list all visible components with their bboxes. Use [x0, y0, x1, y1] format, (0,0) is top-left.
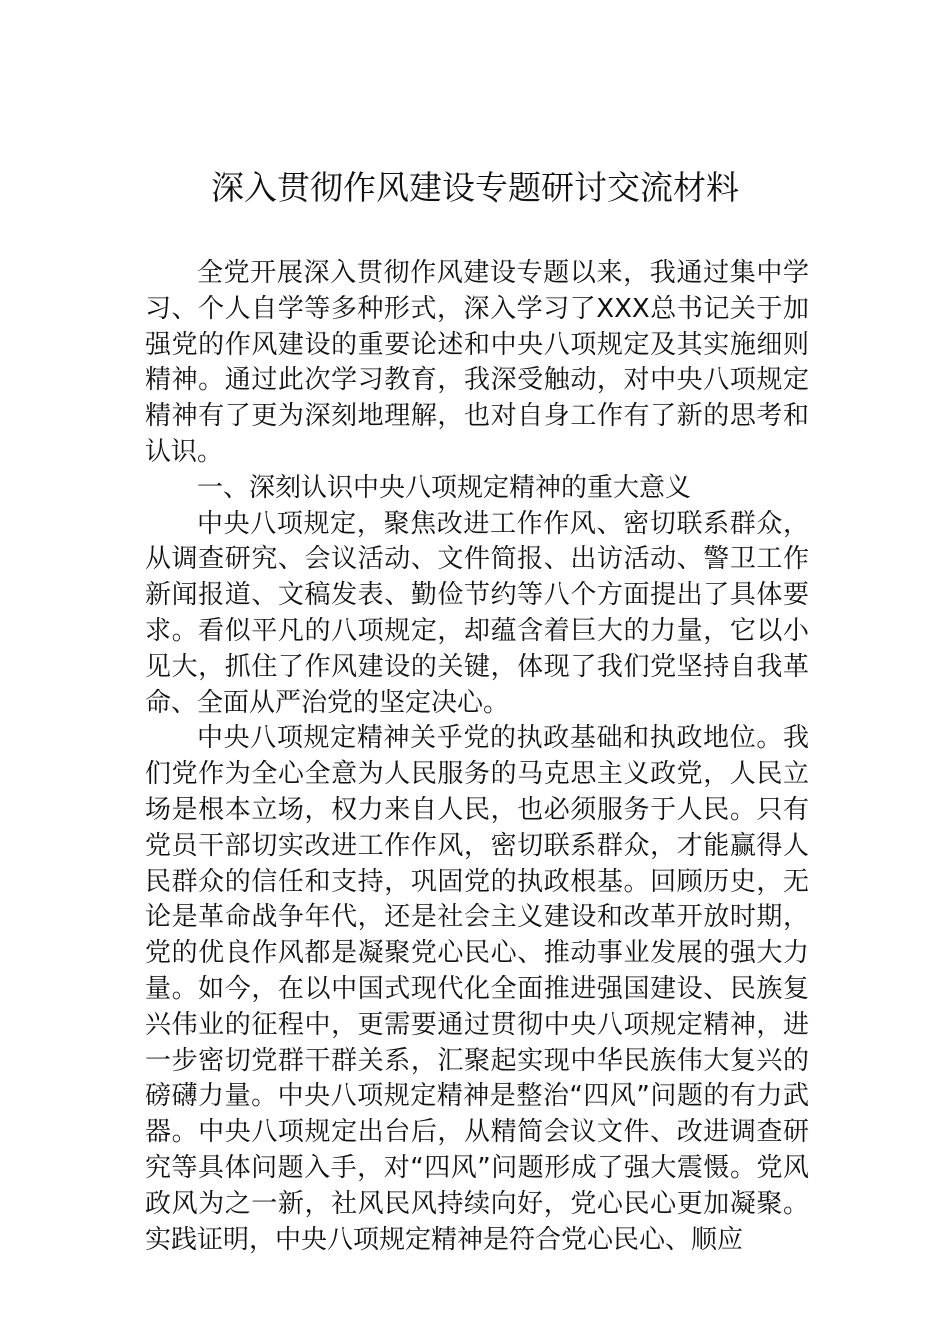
paragraph-eight-rules: 中央八项规定，聚焦改进工作作风、密切联系群众，从调查研究、会议活动、文件简报、出访活动、警卫工作新闻报道、文稿发表、勤俭节约等八个方面提出了具体要求。看似平凡的八项规定，却蕴含着巨大的力量，它以小见大，抓住了作风建设的关键，体现了我们党坚持自我革命、全面从严治党的坚定决心。	[145, 508, 809, 718]
document-body	[145, 256, 809, 1258]
paragraph-intro: 全党开展深入贯彻作风建设专题以来，我通过集中学习、个人自学等多种形式，深入学习了XXX总书记关于加强党的作风建设的重要论述和中央八项规定及其实施细则精神。通过此次学习教育，我深受触动，对中央八项规定精神有了更为深刻地理解，也对自身工作有了新的思考和认识。	[145, 258, 809, 467]
paragraph-governance: 中央八项规定精神关乎党的执政基础和执政地位。我们党作为全心全意为人民服务的马克思主义政党，人民立场是根本立场，权力来自人民，也必须服务于人民。只有党员干部切实改进工作作风，密切联系群众，才能赢得人民群众的信任和支持，巩固党的执政根基。回顾历史，无论是革命战争年代，还是社会主义建设和改革开放时期，党的优良作风都是凝聚党心民心、推动事业发展的强大力量。如今，在以中国式现代化全面推进强国建设、民族复兴伟业的征程中，更需要通过贯彻中央八项规定精神，进一步密切党群干群关系，汇聚起实现中华民族伟大复兴的磅礴力量。中央八项规定精神是整治“四风”问题的有力武器。中央八项规定出台后，从精简会议文件、改进调查研究等具体问题入手，对“四风”问题形成了强大震慑。党风政风为之一新，社风民风持续向好，党心民心更加凝聚。实践证明，中央八项规定精神是符合党心民心、顺应	[145, 723, 809, 1255]
section-heading-1: 一、深刻认识中央八项规定精神的重大意义	[197, 472, 692, 503]
document-title: 深入贯彻作风建设专题研讨交流材料	[211, 168, 739, 207]
